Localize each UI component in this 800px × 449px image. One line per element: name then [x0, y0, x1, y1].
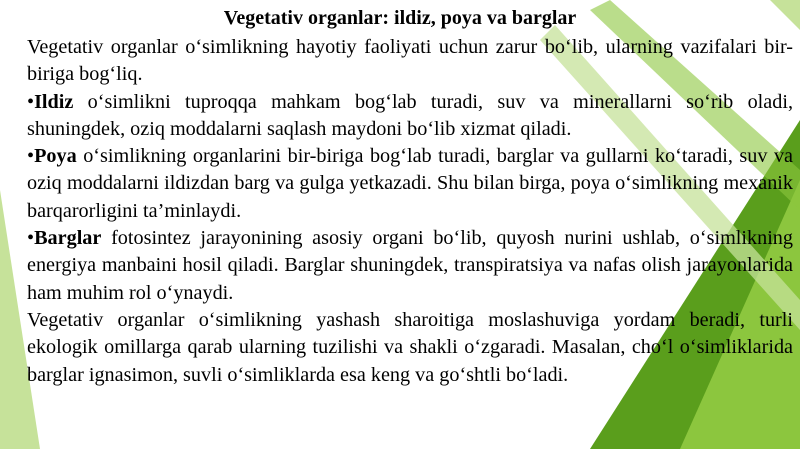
bullet-term: Barglar	[34, 227, 102, 250]
bullet-term: Poya	[34, 145, 77, 168]
bullet-ildiz	[27, 89, 793, 144]
bullet-text: o‘simlikning organlarini bir-biriga bog‘lab turadi, barglar va gullarni ko‘taradi, suv va oziq moddalarni ildizdan barg va gulga yetkazadi. Shu bilan birga, poya o‘simlikning mexanik barqarorligini ta’minlaydi.	[27, 145, 793, 222]
bullet-barglar	[27, 225, 793, 307]
bullet-marker: •	[27, 227, 35, 250]
slide-body	[27, 34, 793, 389]
bullet-poya	[27, 143, 793, 225]
bullet-text: o‘simlikni tuproqqa mahkam bog‘lab turadi, suv va minerallarni so‘rib oladi, shuningdek, oziq moddalarni saqlash maydoni bo‘lib xizmat qiladi.	[27, 90, 793, 140]
bullet-text: fotosintez jarayonining asosiy organi bo‘lib, quyosh nurini ushlab, o‘simlikning energiya manbaini hosil qiladi. Barglar shuningdek, transpiratsiya va nafas olish jarayonlarida ham muhim rol o‘ynaydi.	[27, 227, 793, 304]
conclusion-paragraph: Vegetativ organlar o‘simlikning yashash sharoitiga moslashuviga yordam beradi, turli ekologik omillarga qarab ularning tuzilishi va shakli o‘zgaradi. Masalan, cho‘l o‘simliklarida barglar ignasimon, suvli o‘simliklarda esa keng va go‘shtli bo‘ladi.	[27, 308, 793, 386]
slide-title: Vegetativ organlar: ildiz, poya va barglar	[223, 7, 577, 29]
intro-paragraph: Vegetativ organlar o‘simlikning hayotiy faoliyati uchun zarur bo‘lib, ularning vazifalari bir-biriga bog‘liq.	[27, 36, 793, 86]
bullet-marker: •	[27, 145, 35, 168]
bullet-term: Ildiz	[34, 90, 74, 113]
bullet-marker: •	[27, 90, 35, 113]
